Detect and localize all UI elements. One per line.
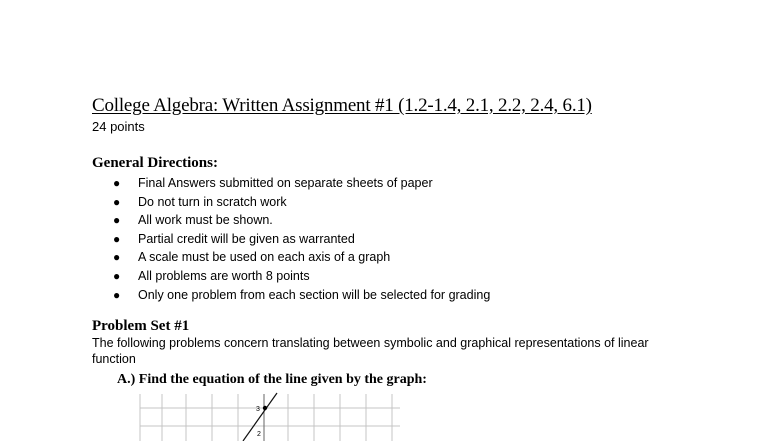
question-a: A.) Find the equation of the line given by the graph: <box>117 372 427 387</box>
points-label: 24 points <box>92 119 145 134</box>
list-item: ● A scale must be used on each axis of a graph <box>112 248 490 267</box>
list-item: ● Do not turn in scratch work <box>112 193 490 212</box>
problem-set-description: The following problems concern translating between symbolic and graphical representations of linear function <box>92 336 649 366</box>
bullet-icon: ● <box>113 176 121 190</box>
bullet-icon: ● <box>113 287 121 302</box>
bullet-icon: ● <box>113 194 121 209</box>
general-directions-heading: General Directions: <box>92 155 218 171</box>
bullet-icon: ● <box>113 268 121 283</box>
intercept-point <box>263 406 267 410</box>
bullet-icon: ● <box>113 250 121 265</box>
list-item: ● Partial credit will be given as warranted <box>112 230 490 249</box>
y-tick-label-3: 3 <box>256 406 260 413</box>
graph-grid <box>140 394 400 441</box>
bullet-icon: ● <box>113 213 121 228</box>
assignment-title: College Algebra: Written Assignment #1 (1.2-1.4, 2.1, 2.2, 2.4, 6.1) <box>92 95 592 116</box>
list-item: ● Final Answers submitted on separate sheets of paper <box>112 174 490 193</box>
problem-set-heading: Problem Set #1 <box>92 318 190 334</box>
bullet-icon: ● <box>113 231 121 246</box>
list-item: ● All work must be shown. <box>112 211 490 230</box>
y-tick-label-2: 2 <box>257 431 261 438</box>
list-item: ● All problems are worth 8 points <box>112 267 490 286</box>
list-item: ● Only one problem from each section will be selected for grading <box>112 286 490 305</box>
